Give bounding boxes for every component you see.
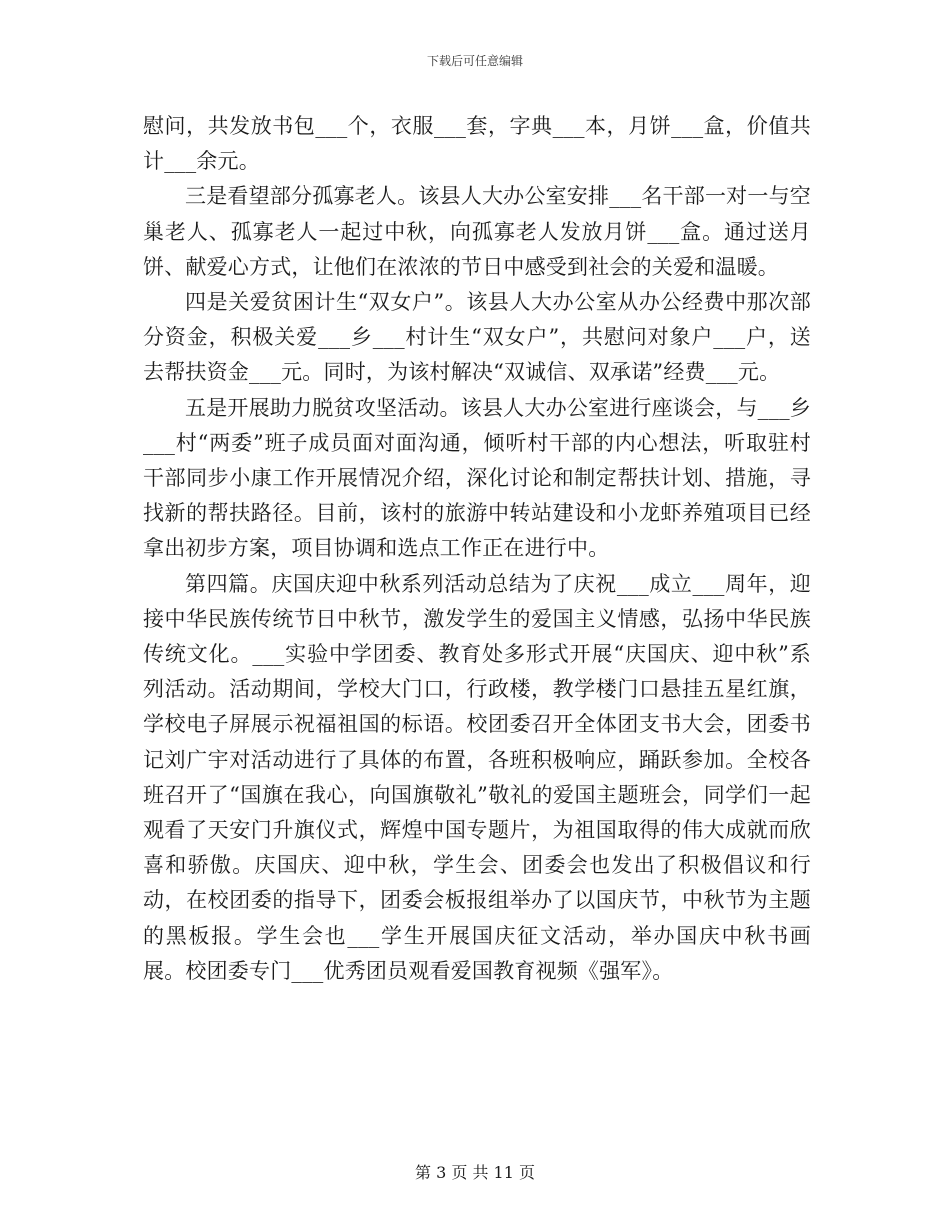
paragraph-5: 第四篇。庆国庆迎中秋系列活动总结为了庆祝___成立___周年，迎接中华民族传统节日中秋节，激发学生的爱国主义情感，弘扬中华民族传统文化。___实验中学团委、教育处多形式开展“庆国庆、迎中秋”系列活动。活动期间，学校大门口，行政楼，教学楼门口悬挂五星红旗，学校电子屏展示祝福祖国的标语。校团委召开全体团支书大会，团委书记刘广宇对活动进行了具体的布置，各班积极响应，踊跃参加。全校各班召开了“国旗在我心，向国旗敬礼”敬礼的爱国主题班会，同学们一起观看了天安门升旗仪式，辉煌中国专题片，为祖国取得的伟大成就而欣喜和骄傲。庆国庆、迎中秋，学生会、团委会也发出了积极倡议和行动，在校团委的指导下，团委会板报组举办了以国庆节，中秋节为主题的黑板报。学生会也___学生开展国庆征文活动，举办国庆中秋书画展。校团委专门___优秀团员观看爱国教育视频《强军》。 <box>143 571 811 983</box>
paragraph-3: 四是关爱贫困计生“双女户”。该县人大办公室从办公经费中那次部分资金，积极关爱___乡___村计生“双女户”，共慰问对象户___户，送去帮扶资金___元。同时，为该村解决“双诚信、双承诺”经费___元。 <box>143 290 811 385</box>
paragraph-1: 慰问，共发放书包___个，衣服___套，字典___本，月饼___盒，价值共计___余元。 <box>143 114 811 174</box>
paragraph-4: 五是开展助力脱贫攻坚活动。该县人大办公室进行座谈会，与___乡___村“两委”班子成员面对面沟通，倾听村干部的内心想法，听取驻村干部同步小康工作开展情况介绍，深化讨论和制定帮扶计划、措施，寻找新的帮扶路径。目前，该村的旅游中转站建设和小龙虾养殖项目已经拿出初步方案，项目协调和选点工作正在进行中。 <box>143 395 811 561</box>
document-body <box>143 109 811 989</box>
page-header-note: 下载后可任意编辑 <box>426 54 523 68</box>
page-number-footer: 第 3 页 共 11 页 <box>415 1163 535 1182</box>
paragraph-2: 三是看望部分孤寡老人。该县人大办公室安排___名干部一对一与空巢老人、孤寡老人一起过中秋，向孤寡老人发放月饼___盒。通过送月饼、献爱心方式，让他们在浓浓的节日中感受到社会的关爱和温暖。 <box>143 184 811 279</box>
